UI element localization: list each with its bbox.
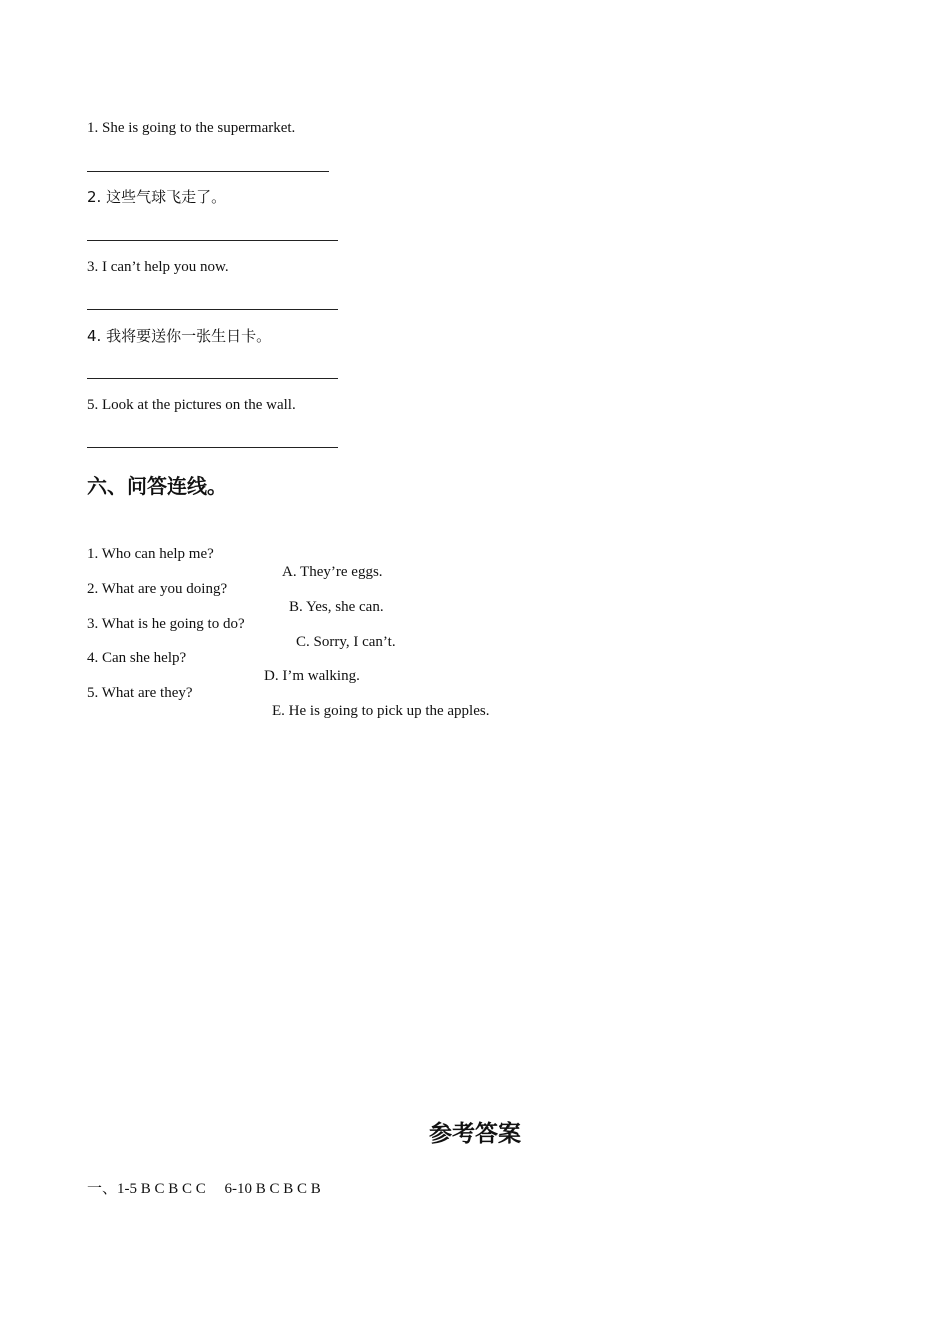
answer-key-text: 1-5 B C B C C 6-10 B C B C B <box>117 1181 321 1197</box>
matching-answer-a: A. They’re eggs. <box>282 564 383 580</box>
answer-blank-4 <box>87 378 338 379</box>
answer-blank-5 <box>87 447 338 448</box>
matching-question-5: 5. What are they? <box>87 685 193 701</box>
matching-answer-c: C. Sorry, I can’t. <box>296 634 396 650</box>
translation-item-4: 4. 我将要送你一张生日卡。 <box>87 327 272 345</box>
matching-answer-b: B. Yes, she can. <box>289 599 384 615</box>
translation-item-5: 5. Look at the pictures on the wall. <box>87 397 296 413</box>
translation-item-2: 2. 这些气球飞走了。 <box>87 188 227 206</box>
answer-key-prefix: 一、 <box>87 1179 118 1197</box>
answer-key-line-1 <box>87 1179 321 1198</box>
matching-question-4: 4. Can she help? <box>87 650 187 666</box>
answer-key-title: 参考答案 <box>429 1121 521 1147</box>
answer-blank-2 <box>87 240 338 241</box>
matching-question-1: 1. Who can help me? <box>87 546 214 562</box>
matching-answer-d: D. I’m walking. <box>264 668 360 684</box>
translation-item-1: 1. She is going to the supermarket. <box>87 120 296 136</box>
answer-blank-3 <box>87 309 338 310</box>
answer-blank-1 <box>87 171 329 172</box>
section-title-matching: 六、问答连线。 <box>87 474 227 498</box>
matching-question-3: 3. What is he going to do? <box>87 616 245 632</box>
matching-question-2: 2. What are you doing? <box>87 581 228 597</box>
translation-item-3: 3. I can’t help you now. <box>87 259 229 275</box>
matching-answer-e: E. He is going to pick up the apples. <box>272 703 490 719</box>
